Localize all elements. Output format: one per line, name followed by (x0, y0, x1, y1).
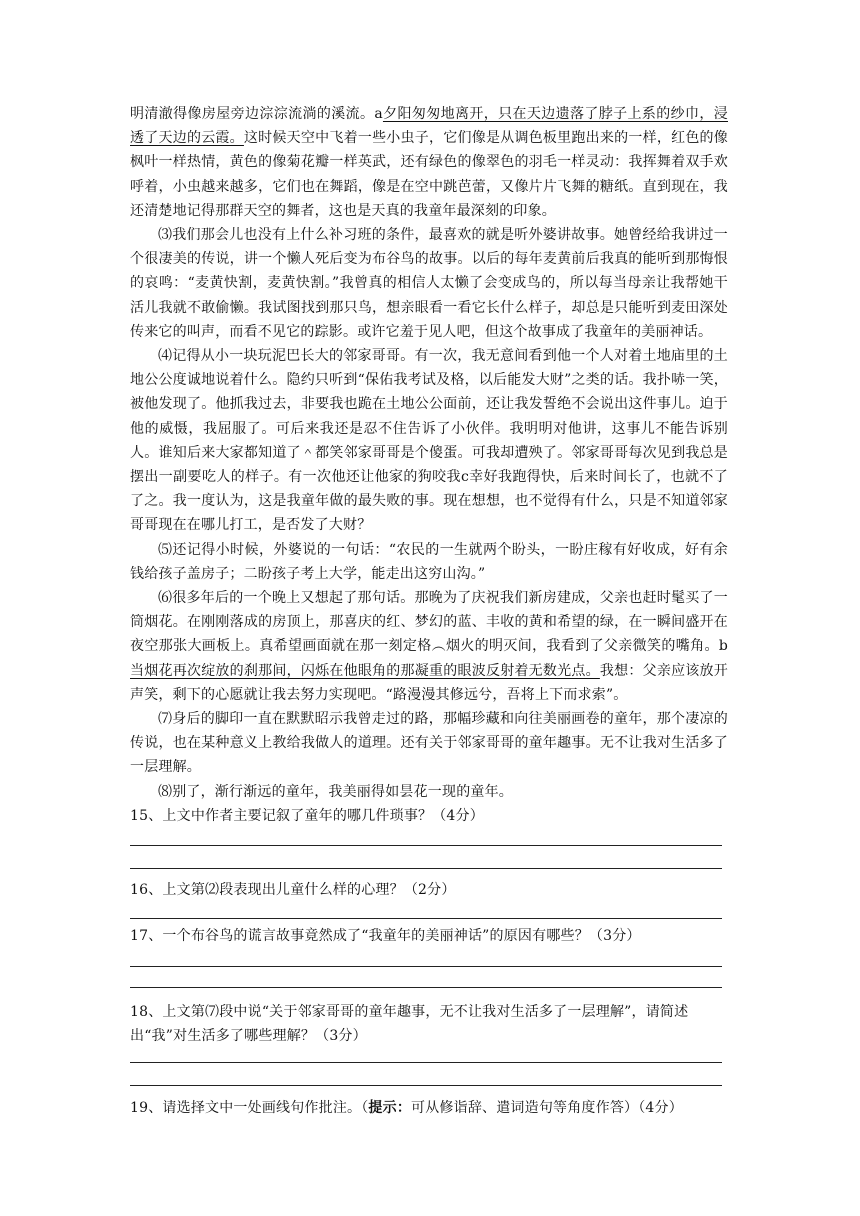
paragraph-text: ⑹很多年后的一个晚上又想起了那句话。那晚为了庆祝我们新房建成，父亲也赶时髦买了一筒烟花。在刚刚落成的房顶上，那喜庆的红、梦幻的蓝、丰收的黄和希望的绿，在一瞬间盛开在夜空那张大画板上。真希望画面就在那一刻定格︵烟火的明灭间，我看到了父亲微笑的嘴角。 (130, 590, 728, 655)
paragraph-6 (130, 586, 728, 707)
annotation-marker-b: b (718, 638, 728, 655)
question-16: 16、上文第⑵段表现出儿童什么样的心理？（2分） (130, 882, 456, 899)
underlined-sentence-b: 当烟花再次绽放的刹那间，闪烁在他眼角的那凝重的眼波反射着无数光点。 (130, 662, 600, 679)
paragraph-7: ⑺身后的脚印一直在默默昭示我曾走过的路，那幅珍藏和向往美丽画卷的童年，那个凄凉的传说，也在某种意义上教给我做人的道理。还有关于邻家哥哥的童年趣事。无不让我对生活多了一层理解。 (130, 711, 728, 776)
paragraph-4: ⑷记得从小一块玩泥巴长大的邻家哥哥。有一次，我无意间看到他一个人对着土地庙里的土地公公度诚地说着什么。隐约只听到“保佑我考试及格，以后能发大财”之类的话。我扑哧一笑，被他发现了。他抓我过去，非要我也跪在土地公公面前，还让我发誓绝不会说出这件事儿。迫于他的威慑，我屈服了。可后来我还是忍不住告诉了小伙伴。我明明对他讲，这事儿不能告诉别人。谁知后来大家都知道了＾都笑邻家哥哥是个傻蛋。可我却遭殃了。邻家哥哥每次见到我总是摆出一副要吃人的样子。有一次他还让他家的狗咬我c幸好我跑得快，后来时间长了，也就不了了之。我一度认为，这是我童年做的最失败的事。现在想想，也不觉得有什么，只是不知道邻家哥哥现在在哪儿打工，是否发了大财？ (130, 348, 728, 534)
paragraph-text: 这时候天空中飞着一些小虫子，它们像是从调色板里跑出来的一样，红色的像枫叶一样热情，黄色的像菊花瓣一样英武，还有绿色的像翠色的羽毛一样灵动：我挥舞着双手欢呼着，小虫越来越多，它们也在舞蹈，像是在空中跳芭蕾，又像片片飞舞的糖纸。直到现在，我还清楚地记得那群天空的舞者，这也是天真的我童年最深刻的印象。 (130, 130, 728, 219)
exam-page (130, 102, 728, 1120)
question-17: 17、一个布谷鸟的谎言故事竟然成了“我童年的美丽神话”的原因有哪些？（3分） (130, 928, 641, 945)
question-19 (130, 1096, 728, 1120)
paragraph-8: ⑻别了，渐行渐远的童年，我美丽得如昙花一现的童年。 (158, 783, 513, 800)
paragraph-2-continued (130, 102, 728, 223)
underlined-sentence-a: 夕阳匆匆地离开，只在天边遗落了脖子上系的纱巾，浸透了天边的云霞。 (130, 106, 728, 147)
tip-label: 提示： (368, 1099, 412, 1116)
question-15: 15、上文中作者主要记叙了童年的哪几件琐事？（4分） (130, 807, 484, 824)
annotation-marker-a: a (374, 106, 383, 122)
question-text: 可从修诣辞、遣词造句等角度作答）（4分） (411, 1099, 683, 1116)
paragraph-5: ⑸还记得小时候，外婆说的一句话：“农民的一生就两个盼头，一盼庄稼有好收成，好有余钱给孩子盖房子；二盼孩子考上大学，能走出这穷山沟。” (130, 541, 728, 582)
paragraph-3: ⑶我们那会儿也没有上什么补习班的条件，最喜欢的就是听外婆讲故事。她曾经给我讲过一个很凄美的传说，讲一个懒人死后变为布谷鸟的故事。以后的每年麦黄前后我真的能听到那悔恨的哀鸣：“麦黄快割，麦黄快割。”我曾真的相信人太懒了会变成鸟的，所以每当母亲让我帮她干活儿我就不敢偷懒。我试图找到那只鸟，想亲眼看一看它长什么样子，却总是只能听到麦田深处传来它的叫声，而看不见它的踪影。或许它羞于见人吧，但这个故事成了我童年的美丽神话。 (130, 227, 728, 340)
question-18: 18、上文第⑺段中说“关于邻家哥哥的童年趣事，无不让我对生活多了一层理解”，请简述出“我”对生活多了哪些理解？（3分） (130, 1003, 689, 1044)
paragraph-text: 明清澈得像房屋旁边淙淙流淌的溪流。 (130, 106, 375, 122)
question-text: 19、请选择文中一处画线句作批注。（ (130, 1099, 369, 1116)
paragraph-text: 我想：父亲应该放开声笑，剩下的心愿就让我去努力实现吧。“路漫漫其修远兮，吾将上下而求索”。 (130, 662, 728, 703)
